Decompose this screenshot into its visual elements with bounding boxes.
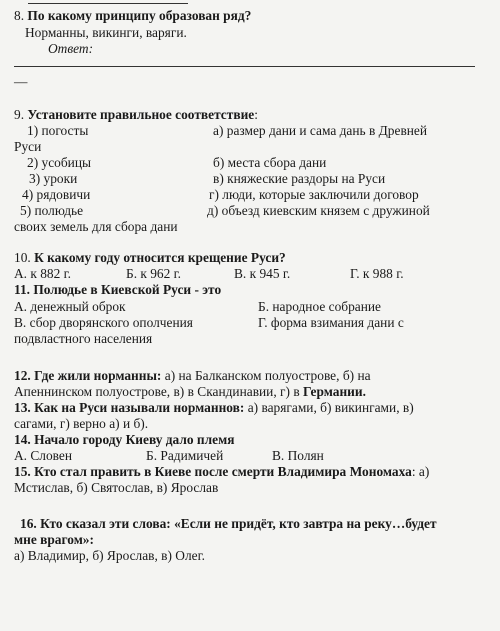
q9-right-g: г) люди, которые заключили договор: [209, 187, 419, 202]
q10-number: 10.: [14, 250, 31, 265]
q9-title: [14, 107, 258, 122]
q9-left-3: 3) уроки: [29, 171, 78, 186]
q12-text-2: Апеннинском полуострове, в) в Скандинавии, г) в: [14, 384, 300, 399]
q16-question-1: 16. Кто сказал эти слова: «Если не придёт, кто завтра на реку…будет: [20, 516, 437, 531]
q12-question: 12. Где жили норманны:: [14, 368, 162, 383]
q8-dash: —: [14, 74, 28, 89]
q14-option-a: А. Словен: [14, 448, 73, 463]
q12-text-2-bold: Германии.: [303, 384, 366, 399]
q9-colon: :: [254, 107, 258, 122]
q12-line-1: [14, 368, 371, 383]
q9-question: Установите правильное соответствие: [27, 107, 255, 122]
q10-option-b: Б. к 962 г.: [126, 266, 181, 281]
q12-text-1: а) на Балканском полуострове, б) на: [164, 368, 371, 383]
q8-number: 8.: [14, 8, 25, 23]
q14-question: 14. Начало городу Киеву дало племя: [14, 432, 235, 447]
q10-option-v: В. к 945 г.: [234, 266, 291, 281]
q14-option-v: В. Полян: [272, 448, 324, 463]
q9-number: 9.: [14, 107, 25, 122]
top-rule: [28, 3, 188, 4]
q9-left-5: 5) полюдье: [20, 203, 84, 218]
q16-title-2: [14, 532, 94, 547]
q10-option-a: А. к 882 г.: [14, 266, 71, 281]
q9-left-1: 1) погосты: [27, 123, 89, 138]
q8-title: [14, 8, 251, 23]
q9-right-a-cont: Руси: [14, 139, 42, 154]
q13-question: 13. Как на Руси называли норманнов:: [14, 400, 245, 415]
q14-option-b: Б. Радимичей: [146, 448, 224, 463]
q16-title-1: [20, 516, 437, 531]
q9-right-b: б) места сбора дани: [213, 155, 327, 170]
q8-answer-label: Ответ:: [48, 41, 94, 56]
q9-left-2: 2) усобицы: [27, 155, 91, 170]
q11-question: 11. Полюдье в Киевской Руси - это: [14, 282, 222, 297]
q13-line-2: сагами, г) верно а) и б).: [14, 416, 149, 431]
q9-left-4: 4) рядовичи: [22, 187, 91, 202]
q11-option-a: А. денежный оброк: [14, 299, 126, 314]
q16-question-2: мне врагом»:: [14, 532, 94, 547]
q11-option-g-cont: подвластного населения: [14, 331, 153, 346]
q8-answer-line: [14, 66, 475, 67]
q16-options: а) Владимир, б) Ярослав, в) Олег.: [14, 548, 205, 563]
q9-right-v: в) княжеские раздоры на Руси: [213, 171, 386, 186]
q10-question: К какому году относится крещение Руси?: [34, 250, 286, 265]
q11-option-g: Г. форма взимания дани с: [258, 315, 404, 330]
q13-text-1: а) варягами, б) викингами, в): [247, 400, 414, 415]
q15-line-1: [14, 464, 429, 479]
q9-right-d: д) объезд киевским князем с дружиной: [207, 203, 430, 218]
q12-line-2: [14, 384, 366, 399]
q15-question: 15. Кто стал править в Киеве после смерти Владимира Мономаха: [14, 464, 412, 479]
q15-line-2: Мстислав, б) Святослав, в) Ярослав: [14, 480, 219, 495]
q13-line-1: [14, 400, 414, 415]
q9-right-d-cont: своих земель для сбора дани: [14, 219, 178, 234]
q15-text-1: : а): [411, 464, 430, 479]
q10-title: [14, 250, 286, 265]
q11-title: [14, 282, 221, 297]
q10-option-g: Г. к 988 г.: [350, 266, 404, 281]
q11-option-b: Б. народное собрание: [258, 299, 381, 314]
q8-question: По какому принципу образован ряд?: [27, 8, 252, 23]
q11-option-v: В. сбор дворянского ополчения: [14, 315, 193, 330]
q9-right-a: а) размер дани и сама дань в Древней: [213, 123, 428, 138]
q8-items: Норманны, викинги, варяги.: [25, 25, 187, 40]
q14-title: [14, 432, 234, 447]
